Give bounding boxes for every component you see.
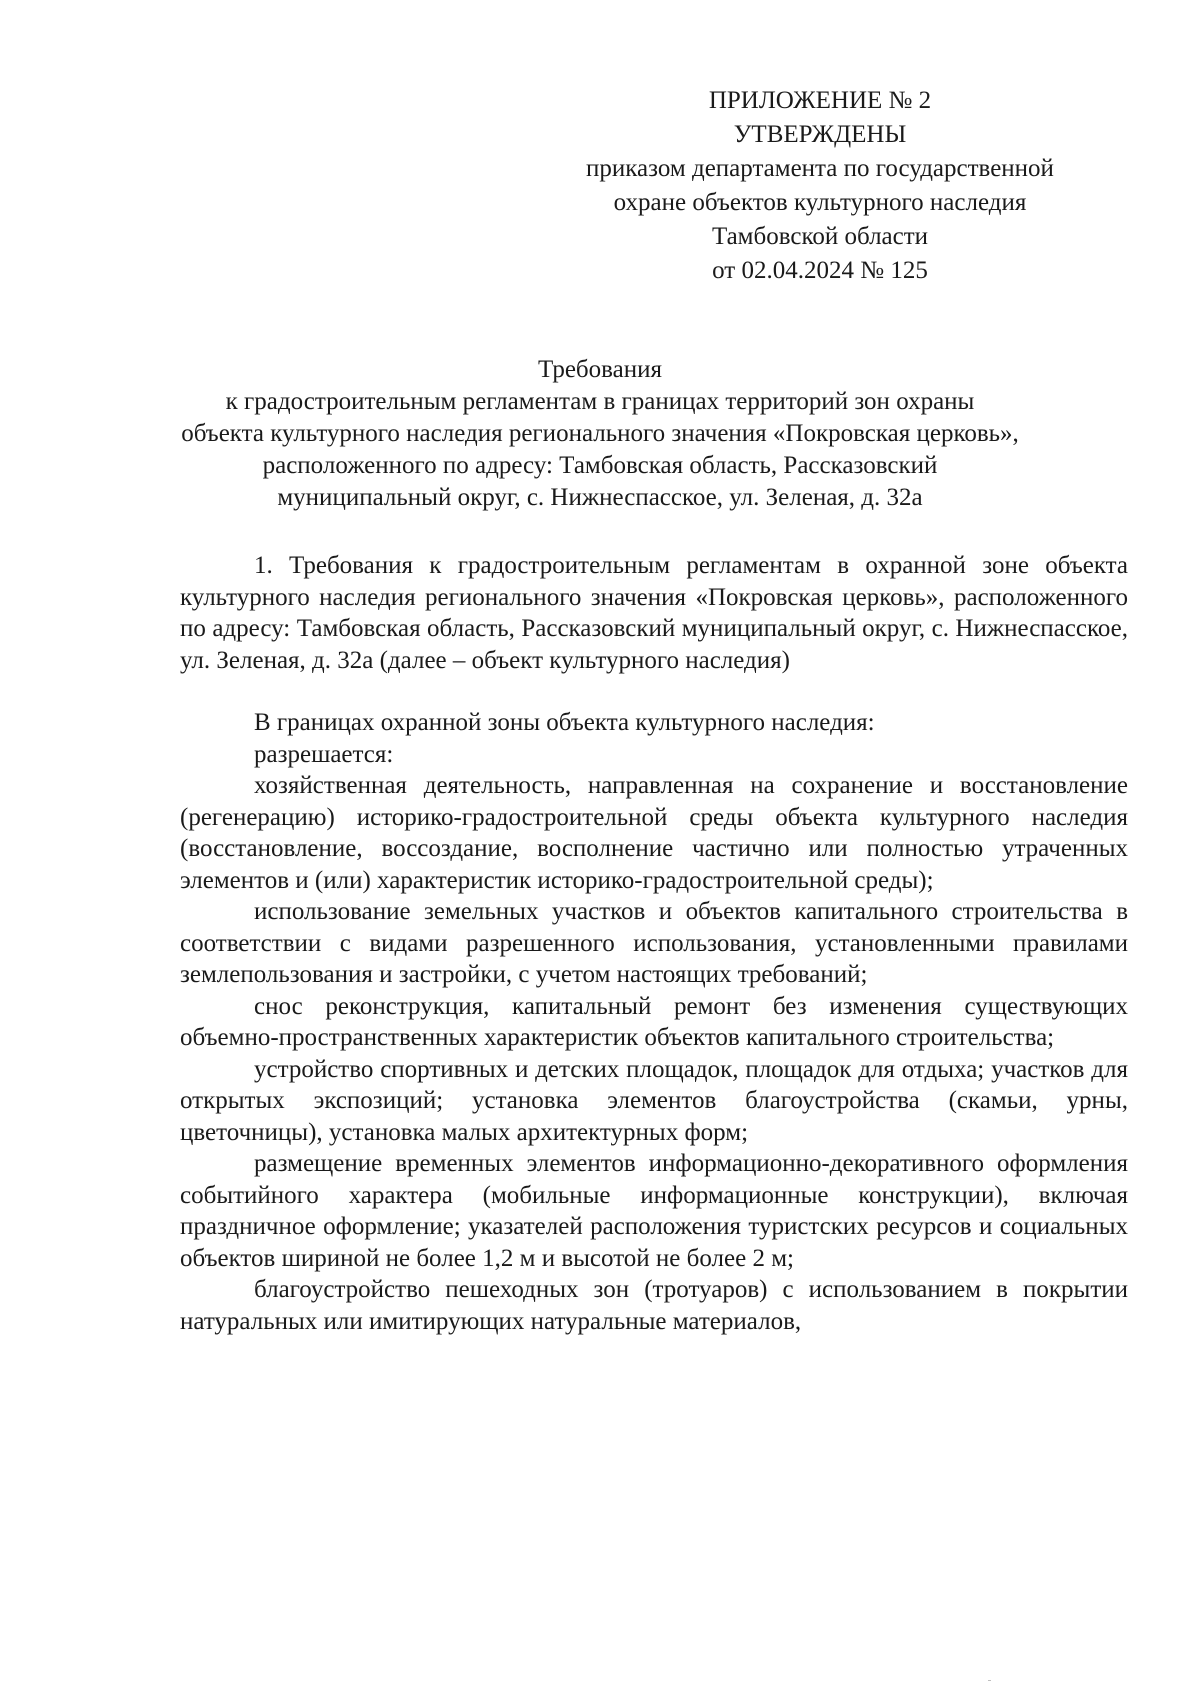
appendix-number: ПРИЛОЖЕНИЕ № 2: [708, 87, 932, 114]
zone-intro: В границах охранной зоны объекта культурного наследия:: [254, 709, 875, 736]
title-heading: Требования: [538, 356, 662, 383]
order-line: приказом департамента по государственной: [586, 155, 1054, 182]
allowed-label: разрешается:: [254, 740, 394, 768]
order-line: Тамбовской области: [711, 223, 929, 250]
allowed-item: снос реконструкция, капитальный ремонт без изменения существующих объемно-пространственных характеристик объектов капитального строительства;: [180, 992, 1128, 1051]
document-body: [180, 550, 1128, 1337]
allowed-item: использование земельных участков и объектов капитального строительства в соответствии с видами разрешенного использования, установленными правилами землепользования и застройки, с учетом настоящих требований;: [180, 898, 1128, 988]
scan-artifact: [988, 1680, 991, 1681]
approval-block: [540, 84, 1100, 288]
title-line: расположенного по адресу: Тамбовская область, Рассказовский: [262, 452, 938, 479]
allowed-item: хозяйственная деятельность, направленная на сохранение и восстановление (регенерацию) историко-градостроительной среды объекта культурного наследия (восстановление, воссоздание, восполнение частично или полностью утраченных элементов и (или) характеристик историко-градостроительной среды);: [180, 772, 1128, 894]
title-line: к градостроительным регламентам в границах территорий зон охраны: [225, 388, 975, 415]
order-line: охране объектов культурного наследия: [613, 189, 1027, 216]
order-date: от 02.04.2024 № 125: [712, 257, 928, 284]
document-title: [150, 354, 1050, 514]
allowed-item: благоустройство пешеходных зон (тротуаров) с использованием в покрытии натуральных или имитирующих натуральные материалов,: [180, 1276, 1128, 1335]
allowed-item: размещение временных элементов информационно-декоративного оформления событийного характера (мобильные информационные конструкции), включая праздничное оформление; указателей расположения туристских ресурсов и социальных объектов шириной не более 1,2 м и высотой не более 2 м;: [180, 1150, 1128, 1272]
title-line: объекта культурного наследия регионального значения «Покровская церковь»,: [181, 420, 1019, 447]
title-line: муниципальный округ, с. Нижнеспасское, ул. Зеленая, д. 32а: [277, 484, 923, 511]
allowed-item: устройство спортивных и детских площадок, площадок для отдыха; участков для открытых экспозиций; установка элементов благоустройства (скамьи, урны, цветочницы), установка малых архитектурных форм;: [180, 1055, 1128, 1146]
approved-label: УТВЕРЖДЕНЫ: [733, 121, 907, 148]
section-1-paragraph: 1. Требования к градостроительным регламентам в охранной зоне объекта культурного наследия регионального значения «Покровская церковь», расположенного по адресу: Тамбовская область, Рассказовский муниципальный округ, с. Нижнеспасское, ул. Зеленая, д. 32а (далее – объект культурного наследия): [180, 552, 1128, 674]
